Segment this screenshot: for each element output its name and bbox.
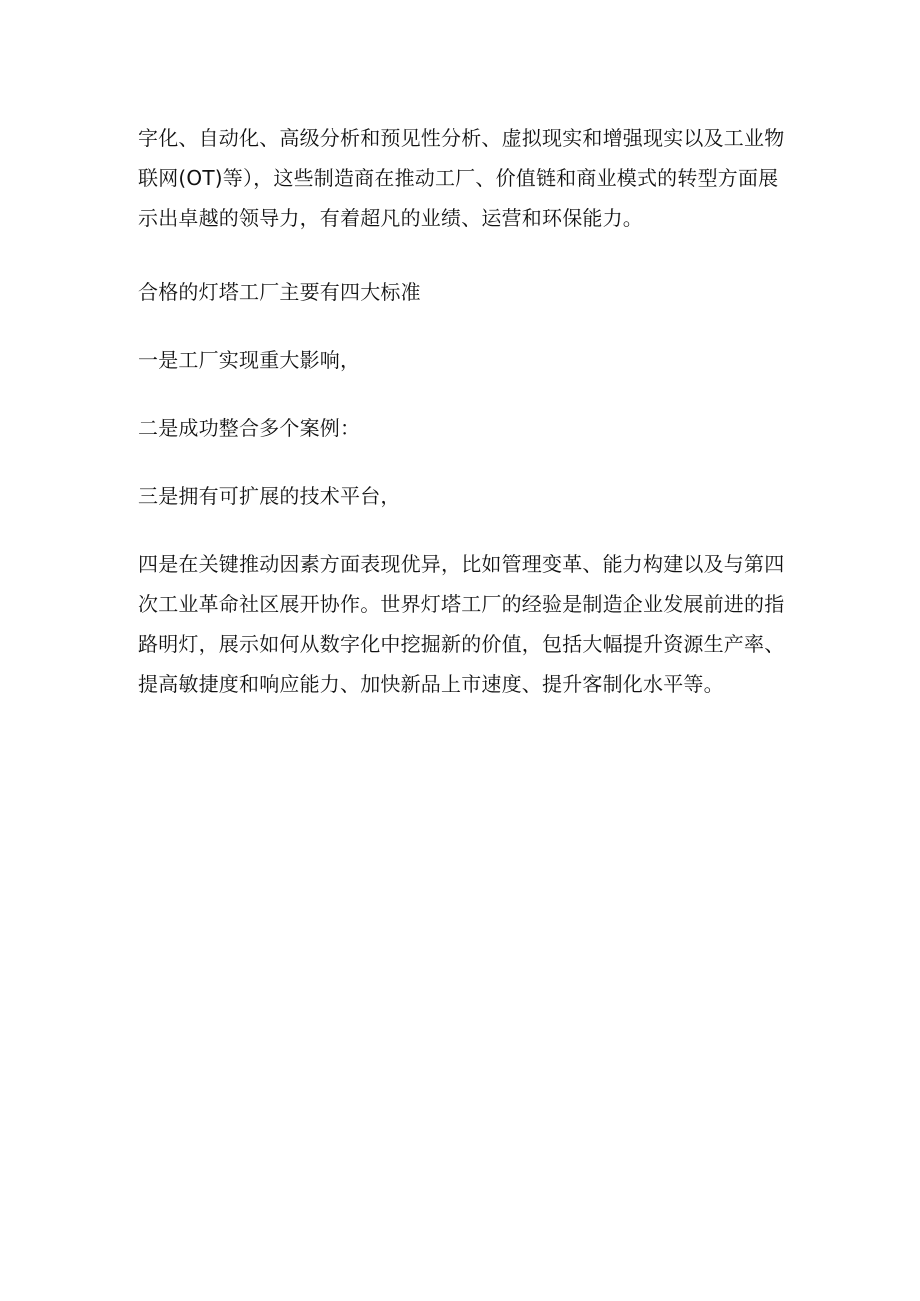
text-line: 合格的灯塔工厂主要有四大标准 xyxy=(138,280,421,304)
text-line: 四是在关键推动因素方面表现优异，比如管理变革、能力构建以及与第四 xyxy=(138,552,785,576)
standard-item-1 xyxy=(138,340,788,380)
standard-item-2 xyxy=(138,408,788,448)
text-line: 次工业革命社区展开协作。世界灯塔工厂的经验是制造企业发展前进的指 xyxy=(138,592,785,616)
document-body xyxy=(138,118,788,704)
standard-item-4 xyxy=(138,544,788,704)
text-line: 二是成功整合多个案例： xyxy=(138,416,361,440)
paragraph-spacer xyxy=(138,516,788,544)
text-line: 字化、自动化、高级分析和预见性分析、虚拟现实和增强现实以及工业物 xyxy=(138,126,785,150)
standard-item-3 xyxy=(138,476,788,516)
text-line: 一是工厂实现重大影响， xyxy=(138,348,361,372)
paragraph-spacer xyxy=(138,312,788,340)
standards-heading xyxy=(138,272,788,312)
text-line: 提高敏捷度和响应能力、加快新品上市速度、提升客制化水平等。 xyxy=(138,672,724,696)
paragraph-spacer xyxy=(138,238,788,272)
paragraph-spacer xyxy=(138,448,788,476)
text-line: 三是拥有可扩展的技术平台， xyxy=(138,484,401,508)
text-line: 路明灯，展示如何从数字化中挖掘新的价值，包括大幅提升资源生产率、 xyxy=(138,632,785,656)
text-line: 示出卓越的领导力，有着超凡的业绩、运营和环保能力。 xyxy=(138,206,643,230)
paragraph-intro xyxy=(138,118,788,238)
text-line: 联网(OT)等），这些制造商在推动工厂、价值链和商业模式的转型方面展 xyxy=(138,166,779,190)
paragraph-spacer xyxy=(138,380,788,408)
